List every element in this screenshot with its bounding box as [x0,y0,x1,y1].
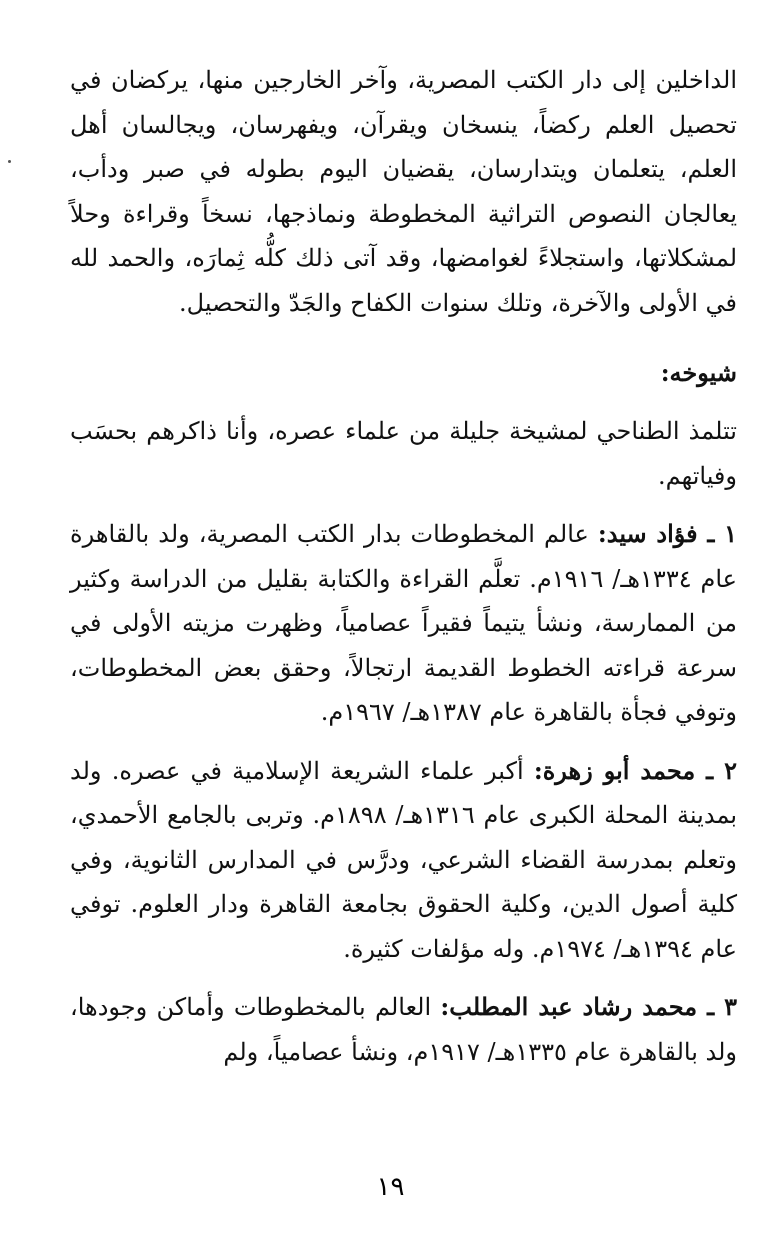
section-intro-paragraph: تتلمذ الطناحي لمشيخة جليلة من علماء عصره، وأنا ذاكرهم بحسَب وفياتهم. [70,417,737,490]
page-number: ١٩ [376,1172,405,1202]
teacher-entry-2 [70,749,737,972]
teacher-entry-3 [70,985,737,1074]
teacher-name: ٣ ـ محمد رشاد عبد المطلب: [440,992,737,1021]
teacher-entry-1 [70,512,737,735]
intro-paragraph: الداخلين إلى دار الكتب المصرية، وآخر الخارجين منها، يركضان في تحصيل العلم ركضاً، ينسخان ويقرآن، ويفهرسان، ويجالسان أهل العلم، يتعلمان ويتدارسان، يقضيان اليوم بطوله في صبر ودأب، يعالجان النصوص التراثية المخطوطة ونماذجها، نسخاً وقراءة وحلاً لمشكلاتها، واستجلاءً لغوامضها، وقد آتى ذلك كلُّه ثِمارَه، والحمد لله في الأولى والآخرة، وتلك سنوات الكفاح والجَدّ والتحصيل. [70,66,737,317]
teacher-name: ١ ـ فؤاد سيد: [597,519,737,548]
teacher-bio: عالم المخطوطات بدار الكتب المصرية، ولد بالقاهرة عام ١٣٣٤هـ/ ١٩١٦م. تعلَّم القراءة والكتابة بقليل من الدراسة وكثير من الممارسة، ونشأ يتيماً فقيراً عصامياً، وظهرت مزيته الأولى في سرعة قراءته الخطوط القديمة ارتجالاً، وحقق بعض المخطوطات، وتوفي فجأة بالقاهرة عام ١٣٨٧هـ/ ١٩٦٧م. [70,520,738,726]
section-heading: شيوخه: [660,358,737,387]
teacher-name: ٢ ـ محمد أبو زهرة: [533,755,737,785]
margin-mark [8,160,11,163]
teacher-bio: أكبر علماء الشريعة الإسلامية في عصره. ولد بمدينة المحلة الكبرى عام ١٣١٦هـ/ ١٨٩٨م. وتربى بالجامع الأحمدي، وتعلم بمدرسة القضاء الشرعي، ودرَّس في المدارس الثانوية، وفي كلية أصول الدين، وكلية الحقوق بجامعة القاهرة ودار العلوم. توفي عام ١٣٩٤هـ/ ١٩٧٤م. وله مؤلفات كثيرة. [70,756,737,963]
teacher-bio: العالم بالمخطوطات وأماكن وجودها، ولد بالقاهرة عام ١٣٣٥هـ/ ١٩١٧م، ونشأ عصامياً، ولم [70,993,737,1066]
